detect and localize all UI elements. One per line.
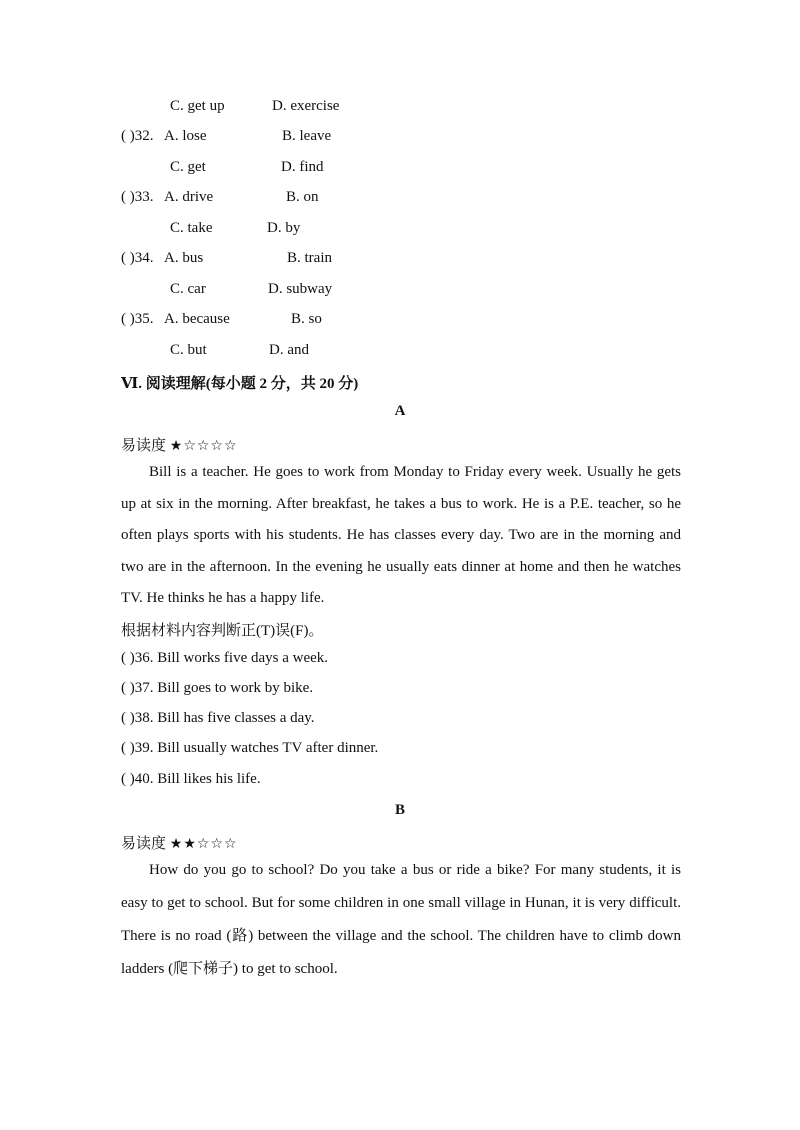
q32-option-b: B. leave	[282, 128, 332, 144]
q33-option-c: C. take	[170, 220, 213, 236]
q32-number: ( )32.	[121, 128, 154, 144]
q34-option-a: A. bus	[164, 250, 204, 266]
q34-option-d: D. subway	[268, 281, 333, 297]
q32-option-d: D. find	[281, 159, 324, 175]
star-rating-icon: ★☆☆☆☆	[169, 438, 238, 454]
q34-option-c: C. car	[170, 281, 206, 297]
question-36: ( )36. Bill works five days a week.	[121, 650, 329, 666]
passage-a-label: A	[394, 403, 406, 419]
q32-option-c: C. get	[170, 159, 206, 175]
q35-number: ( )35.	[121, 311, 154, 327]
q33-option-b: B. on	[286, 189, 319, 205]
difficulty-label: 易读度	[121, 836, 167, 852]
q35-option-c: C. but	[170, 342, 207, 358]
q33-option-a: A. drive	[164, 189, 214, 205]
question-40: ( )40. Bill likes his life.	[121, 771, 261, 787]
q34-number: ( )34.	[121, 250, 154, 266]
star-rating-icon: ★★☆☆☆	[169, 836, 238, 852]
passage-b-difficulty	[121, 832, 238, 853]
question-39: ( )39. Bill usually watches TV after dinner.	[121, 740, 379, 756]
q32-option-a: A. lose	[164, 128, 207, 144]
passage-a-text: Bill is a teacher. He goes to work from Monday to Friday every week. Usually he gets up at six in the morning. After breakfast, he takes a bus to work. He is a P.E. teacher, so he often plays sports with his students. He has classes every day. Two are in the morning and two are in the afternoon. In the evening he usually eats dinner at home and then he watches TV. He thinks he has a happy life.	[121, 464, 681, 606]
q31-option-d: D. exercise	[272, 98, 340, 114]
question-38: ( )38. Bill has five classes a day.	[121, 710, 315, 726]
passage-b-text: How do you go to school? Do you take a bus or ride a bike? For many students, it is easy to get to school. But for some children in one small village in Hunan, it is very difficult. There is no road (路) between the village and the school. The children have to climb down ladders (爬下梯子) to get to school.	[121, 862, 681, 977]
passage-b-label: B	[394, 802, 405, 818]
passage-a-instruction: 根据材料内容判断正(T)误(F)。	[121, 623, 324, 639]
q34-option-b: B. train	[287, 250, 332, 266]
q33-number: ( )33.	[121, 189, 154, 205]
q33-option-d: D. by	[267, 220, 301, 236]
passage-a-difficulty	[121, 434, 238, 455]
question-37: ( )37. Bill goes to work by bike.	[121, 680, 314, 696]
q35-option-b: B. so	[291, 311, 322, 327]
q35-option-d: D. and	[269, 342, 309, 358]
q35-option-a: A. because	[164, 311, 230, 327]
section-heading: Ⅵ. 阅读理解(每小题 2 分，共 20 分)	[121, 376, 359, 392]
difficulty-label: 易读度	[121, 438, 167, 454]
q31-option-c: C. get up	[170, 98, 225, 114]
